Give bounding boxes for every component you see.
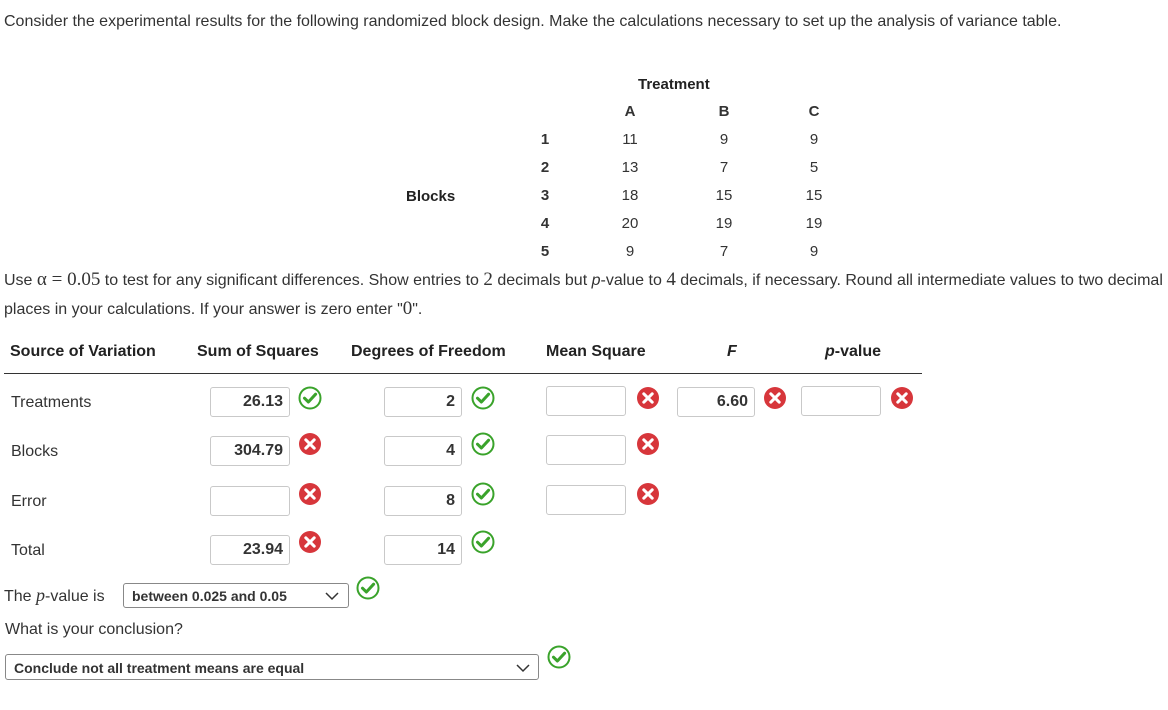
problem-statement: Consider the experimental results for the following randomized block design. Make the calculations necessary to set up the analysis of variance table. <box>4 13 1062 30</box>
column-header: C <box>808 103 820 120</box>
table-cell: 9 <box>625 243 635 260</box>
treatments-f-input[interactable]: 6.60 <box>677 387 755 417</box>
table-cell: 5 <box>809 159 819 176</box>
row-label-blocks: Blocks <box>11 443 59 460</box>
treatments-df-input[interactable]: 2 <box>384 387 462 417</box>
total-ss-input[interactable]: 23.94 <box>210 535 290 565</box>
table-cell: 7 <box>719 159 729 176</box>
table-cell: 7 <box>719 243 729 260</box>
row-label-total: Total <box>11 542 45 559</box>
table-cell: 15 <box>805 187 823 204</box>
check-circle-icon <box>298 386 322 410</box>
error-ms-input[interactable] <box>546 485 626 515</box>
header-ms: Mean Square <box>546 343 646 360</box>
instructions: Use α = 0.05 to test for any significant differences. Show entries to 2 decimals but p-value to 4 decimals, if necessary. Round all intermediate values to two decimal places in your calculations. If your answer is zero enter "0". <box>4 269 1163 319</box>
check-circle-icon <box>471 432 495 456</box>
row-label-error: Error <box>11 493 47 510</box>
pvalue-range-select[interactable]: between 0.025 and 0.05 <box>123 583 349 608</box>
blocks-label: Blocks <box>406 188 456 205</box>
header-source: Source of Variation <box>10 343 156 360</box>
table-cell: 9 <box>809 131 819 148</box>
check-circle-icon <box>547 645 571 669</box>
block-number: 3 <box>540 187 550 204</box>
header-df: Degrees of Freedom <box>351 343 506 360</box>
table-cell: 9 <box>719 131 729 148</box>
header-divider <box>4 373 922 374</box>
check-circle-icon <box>471 386 495 410</box>
header-pvalue: p-value <box>825 343 882 360</box>
treatment-header: Treatment <box>638 76 710 93</box>
error-ss-input[interactable] <box>210 486 290 516</box>
chevron-down-icon <box>515 662 531 674</box>
row-label-treatments: Treatments <box>11 394 92 411</box>
blocks-ss-input[interactable]: 304.79 <box>210 436 290 466</box>
chevron-down-icon <box>324 590 340 602</box>
block-number: 5 <box>540 243 550 260</box>
table-cell: 13 <box>621 159 639 176</box>
conclusion-select[interactable]: Conclude not all treatment means are equal <box>5 654 539 680</box>
total-df-input[interactable]: 14 <box>384 535 462 565</box>
header-ss: Sum of Squares <box>197 343 319 360</box>
table-cell: 19 <box>715 215 733 232</box>
table-cell: 20 <box>621 215 639 232</box>
table-cell: 15 <box>715 187 733 204</box>
header-f: F <box>727 343 737 360</box>
blocks-ms-input[interactable] <box>546 435 626 465</box>
x-circle-icon <box>636 482 660 506</box>
treatments-pvalue-input[interactable] <box>801 386 881 416</box>
table-cell: 18 <box>621 187 639 204</box>
pvalue-question: The p-value is <box>4 585 105 605</box>
alpha-value: α = 0.05 <box>36 269 101 290</box>
x-circle-icon <box>636 386 660 410</box>
treatments-ms-input[interactable] <box>546 386 626 416</box>
x-circle-icon <box>763 386 787 410</box>
table-cell: 19 <box>805 215 823 232</box>
conclusion-question: What is your conclusion? <box>5 621 183 638</box>
column-header: B <box>718 103 730 120</box>
table-cell: 9 <box>809 243 819 260</box>
check-circle-icon <box>471 482 495 506</box>
blocks-df-input[interactable]: 4 <box>384 436 462 466</box>
x-circle-icon <box>890 386 914 410</box>
block-number: 1 <box>540 131 550 148</box>
x-circle-icon <box>298 432 322 456</box>
check-circle-icon <box>471 530 495 554</box>
block-number: 4 <box>540 215 550 232</box>
table-cell: 11 <box>622 131 638 148</box>
x-circle-icon <box>298 530 322 554</box>
check-circle-icon <box>356 576 380 600</box>
x-circle-icon <box>636 432 660 456</box>
error-df-input[interactable]: 8 <box>384 486 462 516</box>
block-number: 2 <box>540 159 550 176</box>
x-circle-icon <box>298 482 322 506</box>
column-header: A <box>624 103 636 120</box>
treatments-ss-input[interactable]: 26.13 <box>210 387 290 417</box>
